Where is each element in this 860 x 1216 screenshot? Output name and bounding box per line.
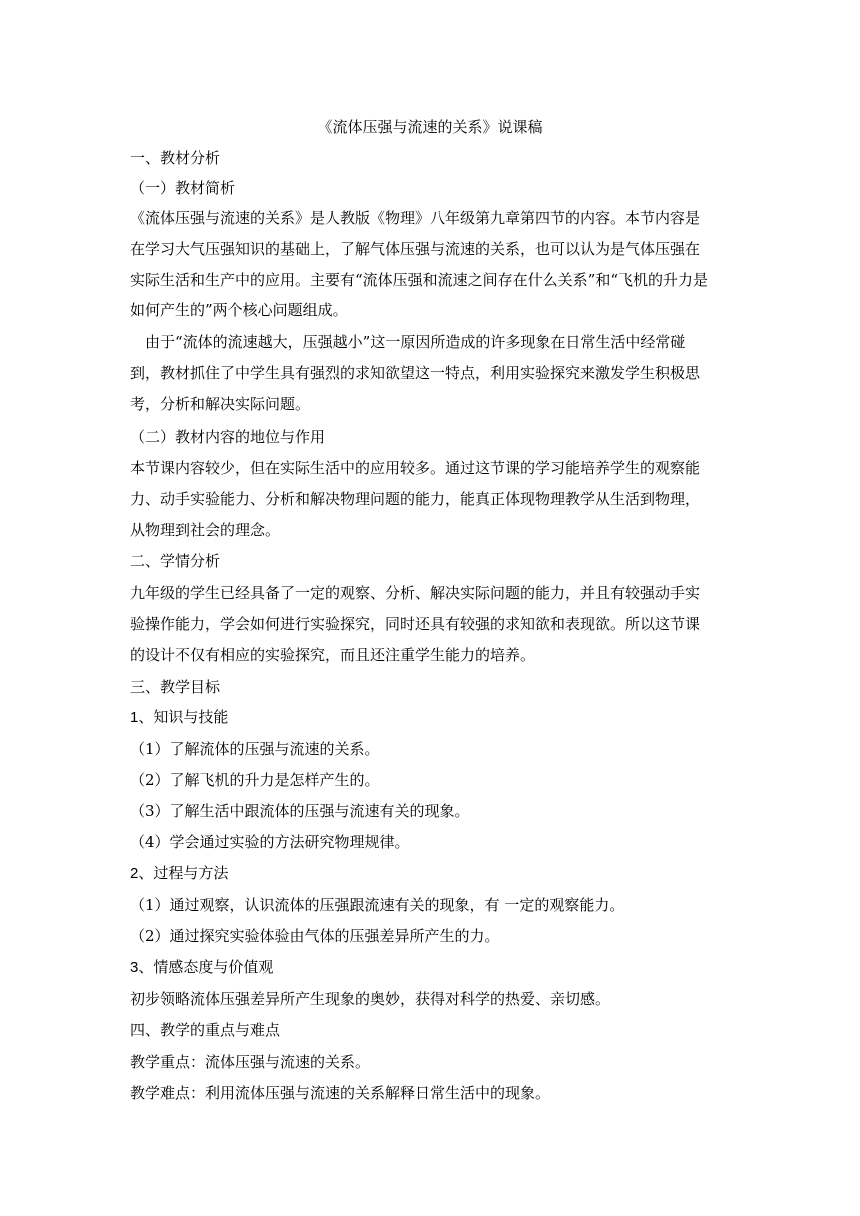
paragraph-line: 到，教材抓住了中学生具有强烈的求知欲望这一特点，利用实验探究来激发学生积极思 <box>130 364 701 382</box>
section-heading-4: 四、教学的重点与难点 <box>130 1021 281 1039</box>
list-item: （1）了解流体的压强与流速的关系。 <box>130 740 380 758</box>
paragraph-line: 本节课内容较少，但在实际生活中的应用较多。通过这节课的学习能培养学生的观察能 <box>130 459 701 477</box>
document-title: 《流体压强与流速的关系》说课稿 <box>317 118 543 136</box>
list-item: （2）了解飞机的升力是怎样产生的。 <box>130 771 380 789</box>
list-item: （3）了解生活中跟流体的压强与流速有关的现象。 <box>130 802 470 820</box>
paragraph-line: 在学习大气压强知识的基础上，了解气体压强与流速的关系，也可以认为是气体压强在 <box>130 240 701 258</box>
key-point-line: 教学重点：流体压强与流速的关系。 <box>130 1053 371 1071</box>
paragraph-line: 初步领略流体压强差异所产生现象的奥妙，获得对科学的热爱、亲切感。 <box>130 990 611 1008</box>
paragraph-line: 如何产生的”两个核心问题组成。 <box>130 301 348 319</box>
paragraph-line: 九年级的学生已经具备了一定的观察、分析、解决实际问题的能力，并且有较强动手实 <box>130 584 701 602</box>
paragraph-line: 由于“流体的流速越大，压强越小”这一原因所造成的许多现象在日常生活中经常碰 <box>130 333 686 351</box>
difficult-point-line: 教学难点：利用流体压强与流速的关系解释日常生活中的现象。 <box>130 1084 551 1102</box>
paragraph-line: 验操作能力，学会如何进行实验探究，同时还具有较强的求知欲和表现欲。所以这节课 <box>130 615 701 633</box>
subheading-process-method: 2、过程与方法 <box>130 865 229 882</box>
paragraph-line: 从物理到社会的理念。 <box>130 521 281 539</box>
section-heading-1: 一、教材分析 <box>130 149 221 167</box>
paragraph-line: 考，分析和解决实际问题。 <box>130 395 311 413</box>
subsection-heading-1-1: （一）教材简析 <box>130 179 236 197</box>
paragraph-line: 《流体压强与流速的关系》是人教版《物理》八年级第九章第四节的内容。本节内容是 <box>130 209 701 227</box>
subsection-heading-1-2: （二）教材内容的地位与作用 <box>130 428 326 446</box>
subheading-attitude-values: 3、情感态度与价值观 <box>130 959 274 976</box>
paragraph-line: 力、动手实验能力、分析和解决物理问题的能力，能真正体现物理教学从生活到物理， <box>130 490 701 508</box>
paragraph-line: 实际生活和生产中的应用。主要有“流体压强和流速之间存在什么关系”和“飞机的升力是 <box>130 271 709 289</box>
list-item: （2）通过探究实验体验由气体的压强差异所产生的力。 <box>130 927 500 945</box>
section-heading-2: 二、学情分析 <box>130 552 221 570</box>
list-item: （1）通过观察，认识流体的压强跟流速有关的现象，有 一定的观察能力。 <box>130 896 625 914</box>
list-item: （4）学会通过实验的方法研究物理规律。 <box>130 833 410 851</box>
section-heading-3: 三、教学目标 <box>130 678 221 696</box>
subheading-knowledge-skills: 1、知识与技能 <box>130 709 229 726</box>
paragraph-line: 的设计不仅有相应的实验探究，而且还注重学生能力的培养。 <box>130 646 536 664</box>
